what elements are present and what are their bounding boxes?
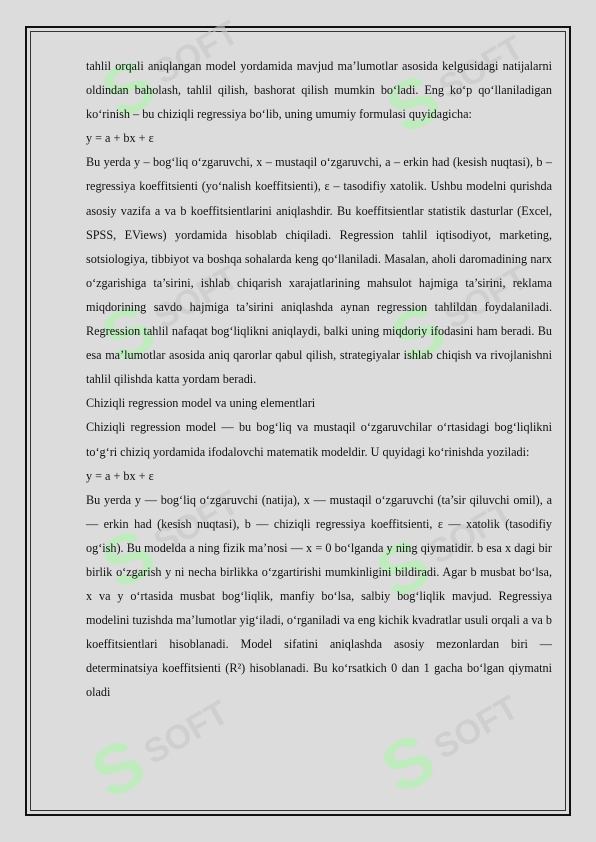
paragraph: tahlil orqali aniqlangan model yordamida mavjud ma’lumotlar asosida kelgusidagi natijalarni oldindan baholash, tahlil qilish, bashorat qilish mumkin bo‘ladi. Eng ko‘p qo‘llaniladigan ko‘rinish – bu chiziqli regressiya bo‘lib, uning umumiy formulasi quyidagicha: — [86, 59, 552, 122]
paragraph: Bu yerda y – bog‘liq o‘zgaruvchi, x – mustaqil o‘zgaruvchi, a – erkin had (kesish nuqtasi), b – regressiya koeffitsienti (yo‘nalish koeffitsienti), ε – tasodifiy xatolik. Ushbu modelni qurishda asosiy vazifa a va b koeffitsientlarini aniqlashdir. Bu koeffitsientlar statistik dasturlar (Excel, SPSS, EViews) yordamida hisoblab chiqiladi. Regression tahlil iqtisodiyot, marketing, sotsiologiya, tibbiyot va boshqa sohalarda keng qo‘llaniladi. Masalan, aholi daromadining narx o‘zgarishiga ta’sirini, ishlab chiqarish xarajatlarining mahsulot hajmiga ta’sirini, reklama miqdorining savdo hajmiga ta’sirini aniqlashda aynan regression tahlildan foydalaniladi. Regression tahlil nafaqat bog‘liqlikni aniqlaydi, balki uning miqdoriy ifodasini ham beradi. Bu esa ma’lumotlar asosida aniq qarorlar qabul qilish, strategiyalar ishlab chiqish va rivojlanishni tahlil qilishda katta yordam beradi. — [86, 155, 552, 387]
watermark-mark: S — [78, 723, 158, 814]
watermark-mark: S — [378, 288, 458, 379]
watermark-mark: S — [363, 523, 443, 614]
watermark-text: SOFT — [147, 483, 246, 562]
watermark-mark: S — [373, 58, 453, 149]
section-heading: Chiziqli regression model va uning elementlari — [86, 396, 316, 411]
watermark-mark: S — [88, 513, 168, 604]
watermark-mark: S — [368, 718, 448, 809]
watermark-text: SOFT — [427, 688, 526, 767]
paragraph: Chiziqli regression model — bu bog‘liq va mustaqil o‘zgaruvchilar o‘rtasidagi bog‘liqlikni to‘g‘ri chiziq yordamida ifodalovchi matematik modeldir. U quyidagi ko‘rinishda yoziladi: — [86, 420, 552, 459]
watermark-text: SOFT — [432, 28, 531, 107]
watermark-text: SOFT — [137, 693, 236, 772]
watermark-text: SOFT — [147, 258, 246, 337]
formula: y = a + bx + ε — [86, 131, 154, 146]
watermark-text: SOFT — [422, 493, 521, 572]
watermark-text: SOFT — [437, 258, 536, 337]
watermark-text: SOFT — [147, 13, 246, 92]
watermark-mark: S — [88, 288, 168, 379]
formula: y = a + bx + ε — [86, 468, 154, 483]
paragraph: Bu yerda y — bog‘liq o‘zgaruvchi (natija), x — mustaqil o‘zgaruvchi (ta’sir qiluvchi omil), a — erkin had (kesish nuqtasi), b — chiziqli regressiya koeffitsienti, ε — xatolik (tasodifiy og‘ish). Bu modelda a ning fizik ma’nosi — x = 0 bo‘lganda y ning qiymatidir. b esa x dagi bir birlik o‘zgarish y ni necha birlikka o‘zgartirishi mumkinligini bildiradi. Agar b musbat bo‘lsa, x va y o‘rtasida musbat bog‘liqlik, manfiy bo‘lsa, salbiy bog‘liqlik mavjud. Regressiya modelini tuzishda ma’lumotlar yig‘iladi, o‘rganiladi va eng kichik kvadratlar usuli orqali a va b koeffitsientlari hisoblanadi. Model sifatini aniqlashda asosiy mezonlardan biri — determinatsiya koeffitsienti (R²) hisoblanadi. Bu ko‘rsatkich 0 dan 1 gacha bo‘lgan qiymatni oladi — [86, 492, 552, 700]
document-body — [86, 54, 552, 705]
watermark-mark: S — [88, 43, 168, 134]
